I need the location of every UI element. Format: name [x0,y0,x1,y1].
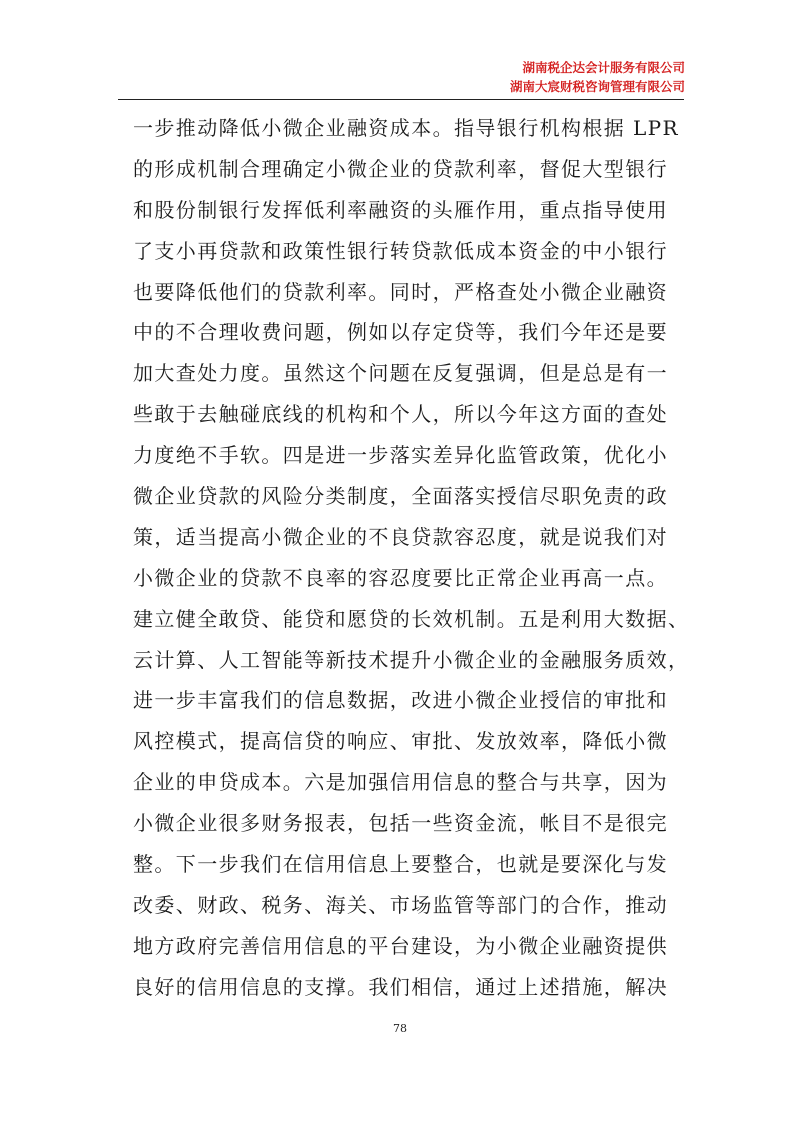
text-line: 整。下一步我们在信用信息上要整合，也就是要深化与发 [133,852,668,877]
text-line: 建立健全敢贷、能贷和愿贷的长效机制。五是利用大数据、 [133,606,690,631]
text-line: 云计算、人工智能等新技术提升小微企业的金融服务质效， [133,647,690,672]
header-company-1: 湖南税企达会计服务有限公司 [522,60,685,75]
text-line: 小微企业很多财务报表，包括一些资金流，帐目不是很完 [133,811,668,836]
text-line: 和股份制银行发挥低利率融资的头雁作用，重点指导使用 [133,197,668,222]
text-line: 小微企业的贷款不良率的容忍度要比正常企业再高一点。 [133,565,668,590]
text-line: 了支小再贷款和政策性银行转贷款低成本资金的中小银行 [133,238,668,263]
text-line: 也要降低他们的贷款利率。同时，严格查处小微企业融资 [133,279,668,304]
text-line: 风控模式，提高信贷的响应、审批、发放效率，降低小微 [133,729,668,754]
text-line: 加大查处力度。虽然这个问题在反复强调，但是总是有一 [133,361,668,386]
text-line: 进一步丰富我们的信息数据，改进小微企业授信的审批和 [133,688,668,713]
text-line: 改委、财政、税务、海关、市场监管等部门的合作，推动 [133,892,668,917]
text-line: 良好的信用信息的支撑。我们相信，通过上述措施，解决 [133,974,668,999]
text-line: 力度绝不手软。四是进一步落实差异化监管政策，优化小 [133,443,668,468]
text-line: 企业的申贷成本。六是加强信用信息的整合与共享，因为 [133,770,668,795]
text-line: 中的不合理收费问题，例如以存定贷等，我们今年还是要 [133,320,668,345]
header-company-2: 湖南大宸财税咨询管理有限公司 [509,79,685,94]
text-line: 的形成机制合理确定小微企业的贷款利率，督促大型银行 [133,156,668,181]
text-line: 地方政府完善信用信息的平台建设，为小微企业融资提供 [133,933,668,958]
page-header [510,58,685,96]
header-divider [118,99,684,100]
body-text [133,108,693,1008]
page-number: 78 [393,1022,407,1035]
text-line: 微企业贷款的风险分类制度，全面落实授信尽职免责的政 [133,484,668,509]
text-line: 些敢于去触碰底线的机构和个人，所以今年这方面的查处 [133,402,668,427]
text-line: 一步推动降低小微企业融资成本。指导银行机构根据 LPR [133,116,679,140]
text-line: 策，适当提高小微企业的不良贷款容忍度，就是说我们对 [133,524,668,549]
